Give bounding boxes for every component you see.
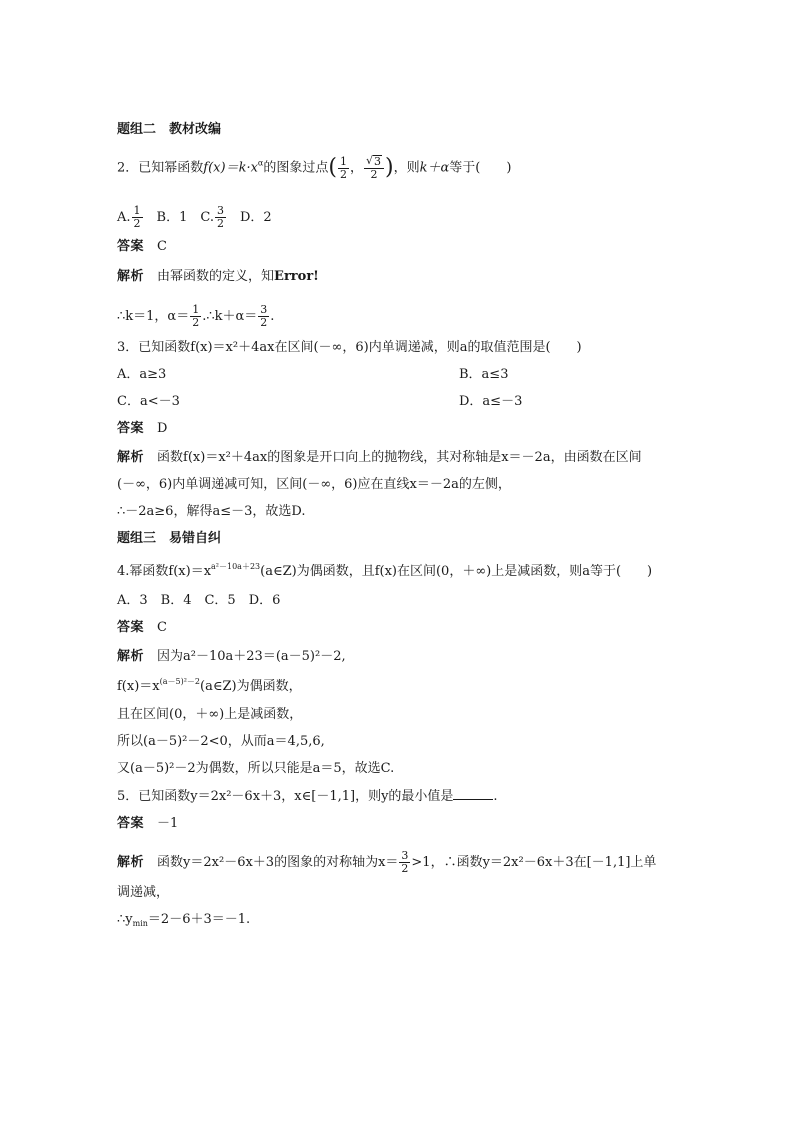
question-2-explanation: 解析 由幂函数的定义，知Error! bbox=[117, 269, 319, 284]
option-b: B．a≤3 bbox=[459, 367, 509, 382]
question-3-options-row2 bbox=[117, 393, 523, 411]
question-5-answer: 答案 －1 bbox=[117, 816, 179, 831]
question-2-options: A. $\frac{1}{2}$ B．1 C. $\frac{3}{2}$ D．2 bbox=[117, 204, 272, 230]
question-4-explanation-line2: $f(x)=x^{(a-5)^2-2}(a\in Z)$为偶函数， bbox=[117, 677, 302, 694]
question-3-options-row1 bbox=[117, 366, 509, 384]
question-4-stem: 4.幂函数$f(x)=x^{a^2-10a+23}(a\in Z)$为偶函数，且f(x)在区间(0，＋∞)上是减函数，则a等于( ) bbox=[117, 562, 653, 579]
section-heading-group3: 题组三 易错自纠 bbox=[117, 531, 222, 546]
question-3-explanation-line3: ∴－2a≥6，解得a≤－3，故选D. bbox=[117, 504, 306, 519]
option-a: A．a≥3 bbox=[117, 367, 167, 382]
question-2-answer: 答案 C bbox=[117, 239, 167, 254]
question-2-stem: 2．已知幂函数$f(x)=k\cdot x^\alpha$的图象过点( $\frac{1}{2}$ ， √ 3 2 )，则k＋α等于( ) bbox=[117, 154, 512, 181]
question-4-explanation-line3: 且在区间(0，＋∞)上是减函数， bbox=[117, 707, 303, 722]
question-4-explanation: 解析 因为a²－10a＋23＝(a－5)²－2, bbox=[117, 649, 346, 664]
question-2-explanation-line2: ∴k＝1，α＝ $\frac{1}{2}$ .∴k＋α＝ $\frac{3}{2}$ . bbox=[117, 303, 275, 329]
question-4-explanation-line5: 又(a－5)²－2为偶数，所以只能是a＝5，故选C. bbox=[117, 761, 395, 776]
question-5-explanation-line2: 调递减， bbox=[117, 885, 170, 900]
question-3-explanation: 解析 函数f(x)＝x²＋4ax的图象是开口向上的抛物线，其对称轴是x＝－2a，由函数在区间 bbox=[117, 450, 642, 465]
option-c: C．a<－3 bbox=[117, 394, 180, 409]
question-3-explanation-line2: (－∞，6)内单调递减可知，区间(－∞，6)应在直线x＝－2a的左侧， bbox=[117, 477, 511, 492]
question-5-stem: 5．已知函数y＝2x²－6x＋3，x∈[－1,1]，则y的最小值是 . bbox=[117, 789, 498, 804]
section-heading-group2: 题组二 教材改编 bbox=[117, 122, 222, 137]
question-3-stem: 3．已知函数f(x)＝x²＋4ax在区间(－∞，6)内单调递减，则a的取值范围是( ) bbox=[117, 340, 582, 355]
option-d: D．a≤－3 bbox=[459, 394, 523, 409]
question-5-explanation: 解析 函数y＝2x²－6x＋3的图象的对称轴为x＝ $\frac{3}{2}$ >1，∴函数y＝2x²－6x＋3在[－1,1]上单 bbox=[117, 849, 657, 875]
answer-blank bbox=[453, 787, 493, 800]
question-4-explanation-line4: 所以(a－5)²－2<0，从而a＝4,5,6, bbox=[117, 734, 325, 749]
question-5-explanation-line3: $\therefore y_{min}=2-6+3=-1$. bbox=[117, 912, 251, 928]
question-3-answer: 答案 D bbox=[117, 421, 168, 436]
question-4-options: A．3 B．4 C．5 D．6 bbox=[117, 593, 281, 608]
question-4-answer: 答案 C bbox=[117, 620, 167, 635]
